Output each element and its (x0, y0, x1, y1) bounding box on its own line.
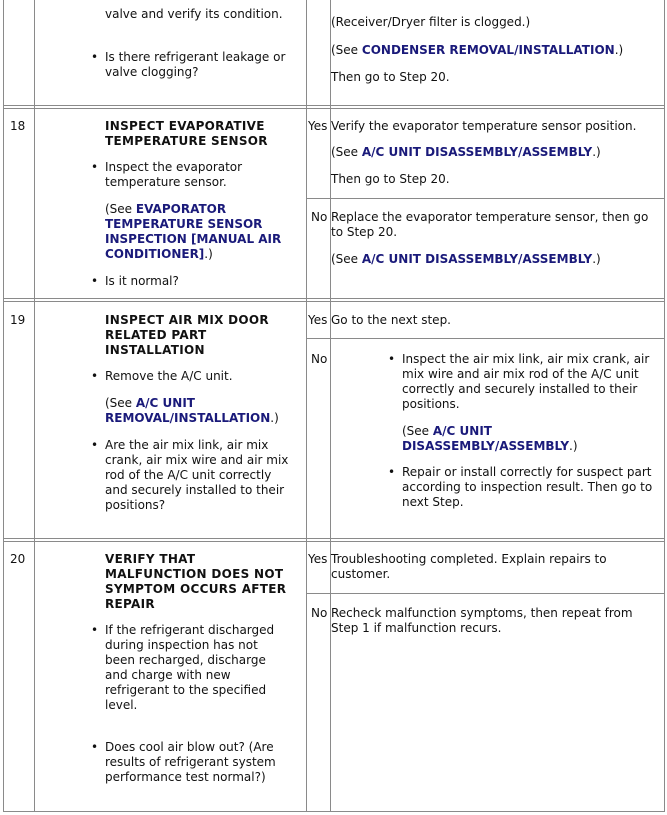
ac-unit-disassembly-link[interactable]: A/C UNIT DISASSEMBLY/ASSEMBLY (402, 424, 570, 453)
list-item: • Is there refrigerant leakage or valve clogging? (105, 50, 290, 80)
step-number: 19 (10, 313, 26, 327)
text: .) (270, 411, 279, 425)
result-text: (Receiver/Dryer filter is clogged.) (331, 15, 531, 29)
result-reference (331, 252, 661, 267)
continued-text: valve and verify its condition. (105, 7, 283, 21)
ac-unit-disassembly-link[interactable]: A/C UNIT DISASSEMBLY/ASSEMBLY (361, 145, 593, 159)
list-item: • Repair or install correctly for suspect part according to inspection result. Then go to next Step. (402, 465, 657, 510)
yes-label: Yes (308, 313, 328, 327)
text: .) (592, 145, 601, 159)
result-text: Then go to Step 20. (331, 70, 450, 84)
condenser-removal-link[interactable]: CONDENSER REMOVAL/INSTALLATION (361, 43, 615, 57)
step-number: 18 (10, 119, 26, 133)
list-item: • Remove the A/C unit. (105, 369, 290, 384)
reference (105, 202, 290, 262)
table-border-right (664, 0, 665, 812)
ac-unit-disassembly-link[interactable]: A/C UNIT DISASSEMBLY/ASSEMBLY (361, 252, 593, 266)
list-item: • Inspect the evaporator temperature sensor. (105, 160, 290, 190)
result-reference (331, 43, 661, 58)
table-border-left (3, 0, 4, 812)
text: (See (105, 396, 136, 410)
evaporator-sensor-inspection-link[interactable]: EVAPORATOR TEMPERATURE SENSOR INSPECTION [MANUAL AIR CONDITIONER] (105, 202, 282, 261)
result-text: Go to the next step. (331, 313, 451, 327)
result-text: Recheck malfunction symptoms, then repeat from Step 1 if malfunction recurs. (331, 606, 633, 635)
step-heading: VERIFY THAT MALFUNCTION DOES NOT SYMPTOM OCCURS AFTER REPAIR (105, 552, 287, 611)
row-divider (3, 298, 665, 299)
no-label: No (311, 352, 328, 366)
list-item: • Does cool air blow out? (Are results of refrigerant system performance test normal?) (105, 740, 290, 785)
row-divider (3, 538, 665, 539)
list-item: • If the refrigerant discharged during inspection has not been recharged, discharge and charge with new refrigerant to the specified level. (105, 623, 290, 713)
text: (See (331, 145, 362, 159)
yes-label: Yes (308, 119, 328, 133)
text: .) (614, 43, 624, 57)
text: .) (592, 252, 601, 266)
row-divider (306, 198, 665, 199)
row-divider (306, 593, 665, 594)
table-border-bottom (3, 811, 665, 812)
no-label: No (311, 210, 328, 224)
list-item: • Inspect the air mix link, air mix crank, air mix wire and air mix rod of the A/C unit correctly and securely installed to their positions. (402, 352, 657, 412)
result-text: Verify the evaporator temperature sensor position. (331, 119, 637, 133)
result-text: Troubleshooting completed. Explain repairs to customer. (331, 552, 607, 581)
column-divider (306, 0, 307, 812)
text: (See (331, 43, 362, 57)
row-divider (3, 541, 665, 542)
column-divider (34, 0, 35, 812)
step-heading: INSPECT EVAPORATIVE TEMPERATURE SENSOR (105, 119, 268, 148)
text: .) (569, 439, 578, 453)
list-item: • Are the air mix link, air mix crank, air mix wire and air mix rod of the A/C unit correctly and securely installed to their positions? (105, 438, 290, 513)
row-divider (3, 105, 665, 106)
ac-unit-removal-link[interactable]: A/C UNIT REMOVAL/INSTALLATION (105, 396, 271, 425)
reference (105, 396, 290, 426)
reference (402, 424, 657, 454)
text: (See (105, 202, 136, 216)
list-item: • Is it normal? (105, 274, 290, 289)
text: .) (204, 247, 213, 261)
step-heading: INSPECT AIR MIX DOOR RELATED PART INSTALLATION (105, 313, 269, 357)
text: (See (331, 252, 362, 266)
row-divider (3, 301, 665, 302)
text: (See (402, 424, 433, 438)
step-number: 20 (10, 552, 26, 566)
result-text: Then go to Step 20. (331, 172, 450, 186)
row-divider (3, 108, 665, 109)
row-divider (306, 338, 665, 339)
result-text: Replace the evaporator temperature sensor, then go to Step 20. (331, 210, 649, 239)
no-label: No (311, 606, 328, 620)
result-reference (331, 145, 661, 160)
yes-label: Yes (308, 552, 328, 566)
